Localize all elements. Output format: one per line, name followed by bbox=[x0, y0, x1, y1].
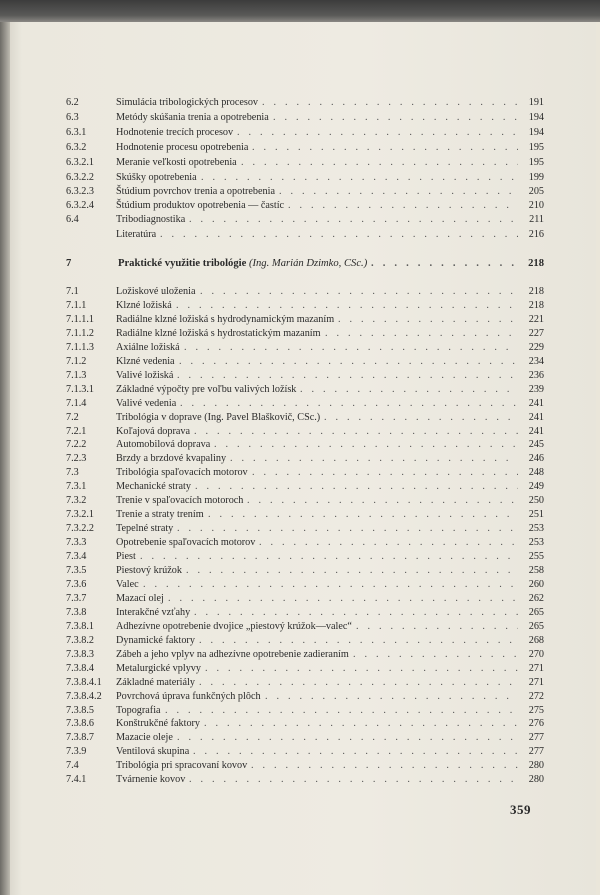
toc-entry bbox=[66, 397, 546, 410]
dot-leader bbox=[205, 662, 518, 675]
entry-number: 7.3.9 bbox=[66, 746, 87, 757]
dot-leader bbox=[180, 397, 518, 410]
dot-leader bbox=[168, 592, 518, 605]
toc-entry bbox=[66, 228, 546, 241]
toc-entry bbox=[66, 564, 546, 577]
entry-title: Brzdy a brzdové kvapaliny bbox=[116, 453, 227, 464]
toc-entry bbox=[66, 717, 546, 730]
toc-entry bbox=[66, 383, 546, 396]
entry-page: 234 bbox=[528, 356, 544, 367]
toc-entry bbox=[66, 438, 546, 451]
toc-entry bbox=[66, 731, 546, 744]
entry-number: 7.1.3 bbox=[66, 370, 87, 381]
entry-number: 6.3.2.2 bbox=[66, 172, 95, 183]
toc-entry bbox=[66, 522, 546, 535]
dot-leader bbox=[201, 171, 518, 184]
dot-leader bbox=[189, 773, 518, 786]
dot-leader bbox=[371, 257, 518, 270]
toc-entry bbox=[66, 111, 546, 124]
dot-leader bbox=[189, 213, 518, 226]
toc-entry bbox=[66, 662, 546, 675]
entry-page: 271 bbox=[528, 663, 544, 674]
entry-page: 211 bbox=[529, 214, 544, 225]
entry-title: Mazacie oleje bbox=[116, 732, 173, 743]
entry-title: Piestový krúžok bbox=[116, 565, 182, 576]
entry-title: Tvárnenie kovov bbox=[116, 774, 186, 785]
entry-number: 7.3.7 bbox=[66, 593, 87, 604]
entry-number: 7.3.3 bbox=[66, 537, 87, 548]
entry-number: 7.3.1 bbox=[66, 481, 87, 492]
toc-entry bbox=[66, 185, 546, 198]
entry-page: 229 bbox=[528, 342, 544, 353]
toc-entry bbox=[66, 425, 546, 438]
toc-entry bbox=[66, 745, 546, 758]
entry-title: Literatúra bbox=[116, 229, 157, 240]
entry-number: 6.3.2.4 bbox=[66, 200, 95, 211]
dot-leader bbox=[195, 480, 518, 493]
entry-number: 7.3.8.4.1 bbox=[66, 677, 102, 688]
dot-leader bbox=[177, 369, 518, 382]
entry-title: Radiálne klzné ložiská s hydrostatickým mazaním bbox=[116, 328, 321, 339]
entry-title: Simulácia tribologických procesov bbox=[116, 97, 259, 108]
entry-title: Metalurgické vplyvy bbox=[116, 663, 201, 674]
entry-title: Klzné vedenia bbox=[116, 356, 175, 367]
entry-title: Tepelné straty bbox=[116, 523, 174, 534]
entry-page: 260 bbox=[528, 579, 544, 590]
toc-entry bbox=[66, 634, 546, 647]
entry-page: 216 bbox=[528, 229, 544, 240]
entry-title: Adhezívne opotrebenie dvojice „piestový krúžok—valec“ bbox=[116, 621, 352, 632]
entry-number: 7.3.8 bbox=[66, 607, 87, 618]
chapter-title-line bbox=[118, 257, 367, 270]
toc-entry bbox=[66, 452, 546, 465]
toc-entry bbox=[66, 592, 546, 605]
toc-entry bbox=[66, 313, 546, 326]
entry-title: Ložiskové uloženia bbox=[116, 286, 196, 297]
entry-page: 248 bbox=[528, 467, 544, 478]
entry-title: Klzné ložiská bbox=[116, 300, 172, 311]
dot-leader bbox=[230, 452, 518, 465]
dot-leader bbox=[251, 759, 518, 772]
entry-number: 7.2.2 bbox=[66, 439, 87, 450]
entry-number: 7.3 bbox=[66, 467, 79, 478]
toc-entry bbox=[66, 285, 546, 298]
dot-leader bbox=[200, 285, 518, 298]
toc-entry bbox=[66, 466, 546, 479]
entry-title: Topografia bbox=[116, 705, 161, 716]
entry-number: 6.3.1 bbox=[66, 127, 87, 138]
dot-leader bbox=[208, 508, 518, 521]
entry-number: 7.1.1.2 bbox=[66, 328, 95, 339]
dot-leader bbox=[325, 327, 518, 340]
entry-page: 265 bbox=[528, 621, 544, 632]
entry-number: 7.3.8.2 bbox=[66, 635, 95, 646]
toc-entry bbox=[66, 411, 546, 424]
dot-leader bbox=[273, 111, 518, 124]
entry-number: 7.3.8.4 bbox=[66, 663, 95, 674]
entry-title: Základné výpočty pre voľbu valivých ložísk bbox=[116, 384, 297, 395]
entry-page: 218 bbox=[528, 286, 544, 297]
dot-leader bbox=[247, 494, 518, 507]
chapter-page: 218 bbox=[528, 258, 544, 269]
entry-number: 7.2 bbox=[66, 412, 79, 423]
entry-title: Skúšky opotrebenia bbox=[116, 172, 197, 183]
entry-page: 199 bbox=[528, 172, 544, 183]
entry-title: Dynamické faktory bbox=[116, 635, 195, 646]
entry-title: Automobilová doprava bbox=[116, 439, 211, 450]
dot-leader bbox=[262, 96, 518, 109]
entry-number: 7.3.8.1 bbox=[66, 621, 95, 632]
entry-number: 6.2 bbox=[66, 97, 79, 108]
entry-page: 280 bbox=[528, 774, 544, 785]
entry-title: Zábeh a jeho vplyv na adhezívne opotrebenie zadieraním bbox=[116, 649, 349, 660]
dot-leader bbox=[177, 731, 518, 744]
entry-page: 275 bbox=[528, 705, 544, 716]
entry-title: Mazací olej bbox=[116, 593, 164, 604]
entry-title: Hodnotenie procesu opotrebenia bbox=[116, 142, 249, 153]
dot-leader bbox=[140, 550, 518, 563]
entry-title: Tribodiagnostika bbox=[116, 214, 186, 225]
entry-page: 194 bbox=[528, 127, 544, 138]
entry-page: 277 bbox=[528, 732, 544, 743]
dot-leader bbox=[265, 690, 518, 703]
entry-page: 268 bbox=[528, 635, 544, 646]
toc-entry bbox=[66, 480, 546, 493]
toc-entry bbox=[66, 759, 546, 772]
dot-leader bbox=[252, 466, 518, 479]
entry-page: 195 bbox=[528, 142, 544, 153]
entry-number: 6.3.2.1 bbox=[66, 157, 95, 168]
entry-title: Štúdium povrchov trenia a opotrebenia bbox=[116, 186, 275, 197]
entry-page: 241 bbox=[528, 412, 544, 423]
entry-number: 7.1 bbox=[66, 286, 79, 297]
dot-leader bbox=[259, 536, 518, 549]
dot-leader bbox=[199, 676, 518, 689]
dot-leader bbox=[300, 383, 518, 396]
entry-page: 276 bbox=[528, 718, 544, 729]
entry-number: 7.4 bbox=[66, 760, 79, 771]
dot-leader bbox=[252, 141, 518, 154]
dot-leader bbox=[214, 438, 518, 451]
entry-number: 7.3.5 bbox=[66, 565, 87, 576]
dot-leader bbox=[353, 648, 518, 661]
chapter-author: (Ing. Marián Dzimko, CSc.) bbox=[248, 258, 368, 269]
toc-entry bbox=[66, 156, 546, 169]
entry-page: 277 bbox=[528, 746, 544, 757]
dot-leader bbox=[176, 299, 518, 312]
entry-number: 7.3.2.2 bbox=[66, 523, 95, 534]
entry-title: Ventilová skupina bbox=[116, 746, 190, 757]
dot-leader bbox=[186, 564, 518, 577]
entry-title: Metódy skúšania trenia a opotrebenia bbox=[116, 112, 269, 123]
dot-leader bbox=[143, 578, 518, 591]
dot-leader bbox=[338, 313, 518, 326]
entry-title: Tribológia v doprave (Ing. Pavel Blaškovič, CSc.) bbox=[116, 412, 321, 423]
toc-entry bbox=[66, 704, 546, 717]
entry-page: 194 bbox=[528, 112, 544, 123]
entry-title: Opotrebenie spaľovacích motorov bbox=[116, 537, 256, 548]
entry-title: Štúdium produktov opotrebenia — častíc bbox=[116, 200, 285, 211]
entry-number: 7.2.3 bbox=[66, 453, 87, 464]
page-number: 359 bbox=[510, 802, 531, 817]
toc-entry bbox=[66, 341, 546, 354]
dot-leader bbox=[194, 425, 518, 438]
toc-entry bbox=[66, 494, 546, 507]
toc-entry bbox=[66, 620, 546, 633]
dot-leader bbox=[356, 620, 518, 633]
toc-entry bbox=[66, 327, 546, 340]
entry-title: Tribológia spaľovacích motorov bbox=[116, 467, 248, 478]
entry-number: 7.1.1 bbox=[66, 300, 87, 311]
dot-leader bbox=[160, 228, 518, 241]
entry-number: 6.3.2 bbox=[66, 142, 87, 153]
entry-number: 7.3.8.6 bbox=[66, 718, 95, 729]
entry-page: 246 bbox=[528, 453, 544, 464]
dot-leader bbox=[184, 341, 518, 354]
dot-leader bbox=[194, 606, 518, 619]
entry-page: 255 bbox=[528, 551, 544, 562]
entry-title: Konštrukčné faktory bbox=[116, 718, 201, 729]
dot-leader bbox=[241, 156, 518, 169]
entry-number: 7.3.2.1 bbox=[66, 509, 95, 520]
entry-number: 7.3.8.3 bbox=[66, 649, 95, 660]
entry-number: 7.3.8.4.2 bbox=[66, 691, 102, 702]
entry-number: 7.1.4 bbox=[66, 398, 87, 409]
toc-entry bbox=[66, 676, 546, 689]
entry-page: 271 bbox=[528, 677, 544, 688]
toc-entry bbox=[66, 648, 546, 661]
toc-entry bbox=[66, 355, 546, 368]
entry-page: 245 bbox=[528, 439, 544, 450]
entry-page: 221 bbox=[528, 314, 544, 325]
entry-number: 7.1.1.1 bbox=[66, 314, 95, 325]
entry-title: Hodnotenie trecích procesov bbox=[116, 127, 234, 138]
dot-leader bbox=[324, 411, 518, 424]
entry-number: 6.3.2.3 bbox=[66, 186, 95, 197]
entry-page: 280 bbox=[528, 760, 544, 771]
entry-page: 239 bbox=[528, 384, 544, 395]
entry-number: 7.1.1.3 bbox=[66, 342, 95, 353]
entry-page: 195 bbox=[528, 157, 544, 168]
dot-leader bbox=[165, 704, 518, 717]
entry-title: Trenie v spaľovacích motoroch bbox=[116, 495, 244, 506]
entry-title: Valec bbox=[116, 579, 139, 590]
entry-title: Interakčné vzťahy bbox=[116, 607, 191, 618]
entry-number: 7.4.1 bbox=[66, 774, 87, 785]
dot-leader bbox=[199, 634, 518, 647]
entry-number: 6.3 bbox=[66, 112, 79, 123]
entry-page: 253 bbox=[528, 523, 544, 534]
toc-entry bbox=[66, 508, 546, 521]
toc-entry bbox=[66, 299, 546, 312]
entry-title: Valivé ložiská bbox=[116, 370, 174, 381]
dot-leader bbox=[288, 199, 518, 212]
entry-number: 7.1.2 bbox=[66, 356, 87, 367]
entry-number: 7.3.4 bbox=[66, 551, 87, 562]
entry-title: Piest bbox=[116, 551, 136, 562]
dot-leader bbox=[193, 745, 518, 758]
entry-title: Mechanické straty bbox=[116, 481, 191, 492]
toc-entry bbox=[66, 171, 546, 184]
entry-page: 236 bbox=[528, 370, 544, 381]
entry-page: 241 bbox=[528, 398, 544, 409]
dot-leader bbox=[177, 522, 518, 535]
entry-title: Koľajová doprava bbox=[116, 426, 191, 437]
entry-page: 191 bbox=[528, 97, 544, 108]
entry-page: 218 bbox=[528, 300, 544, 311]
dot-leader bbox=[237, 126, 518, 139]
toc-entry bbox=[66, 550, 546, 563]
toc-entry bbox=[66, 199, 546, 212]
dot-leader bbox=[179, 355, 518, 368]
entry-page: 205 bbox=[528, 186, 544, 197]
toc-entry bbox=[66, 369, 546, 382]
entry-number: 7.2.1 bbox=[66, 426, 87, 437]
entry-page: 251 bbox=[528, 509, 544, 520]
entry-page: 250 bbox=[528, 495, 544, 506]
entry-title: Valivé vedenia bbox=[116, 398, 177, 409]
toc-entry bbox=[66, 606, 546, 619]
toc-entry bbox=[66, 773, 546, 786]
chapter-heading bbox=[66, 257, 546, 270]
toc-entry bbox=[66, 578, 546, 591]
toc-entry bbox=[66, 126, 546, 139]
toc-entry bbox=[66, 690, 546, 703]
entry-page: 270 bbox=[528, 649, 544, 660]
entry-title: Tribológia pri spracovaní kovov bbox=[116, 760, 248, 771]
entry-title: Trenie a straty trením bbox=[116, 509, 204, 520]
entry-page: 258 bbox=[528, 565, 544, 576]
entry-page: 253 bbox=[528, 537, 544, 548]
chapter-number: 7 bbox=[66, 258, 72, 269]
scan-top-shadow bbox=[0, 0, 600, 22]
toc-entry bbox=[66, 141, 546, 154]
entry-number: 7.3.8.5 bbox=[66, 705, 95, 716]
entry-page: 210 bbox=[528, 200, 544, 211]
toc-entry bbox=[66, 96, 546, 109]
chapter-title: Praktické využitie tribológie bbox=[118, 258, 247, 269]
page-binding-edge bbox=[0, 22, 10, 895]
entry-number: 7.3.6 bbox=[66, 579, 87, 590]
dot-leader bbox=[204, 717, 518, 730]
toc-entry bbox=[66, 213, 546, 226]
entry-title: Povrchová úprava funkčných plôch bbox=[116, 691, 261, 702]
entry-number: 7.1.3.1 bbox=[66, 384, 95, 395]
entry-page: 265 bbox=[528, 607, 544, 618]
entry-title: Základné materiály bbox=[116, 677, 195, 688]
entry-page: 272 bbox=[528, 691, 544, 702]
entry-page: 262 bbox=[528, 593, 544, 604]
entry-page: 227 bbox=[528, 328, 544, 339]
dot-leader bbox=[279, 185, 518, 198]
entry-number: 7.3.8.7 bbox=[66, 732, 95, 743]
entry-title: Radiálne klzné ložiská s hydrodynamickým mazaním bbox=[116, 314, 335, 325]
entry-title: Meranie veľkosti opotrebenia bbox=[116, 157, 237, 168]
entry-number: 6.4 bbox=[66, 214, 79, 225]
entry-number: 7.3.2 bbox=[66, 495, 87, 506]
entry-title: Axiálne ložiská bbox=[116, 342, 180, 353]
toc-entry bbox=[66, 536, 546, 549]
entry-page: 249 bbox=[528, 481, 544, 492]
entry-page: 241 bbox=[528, 426, 544, 437]
